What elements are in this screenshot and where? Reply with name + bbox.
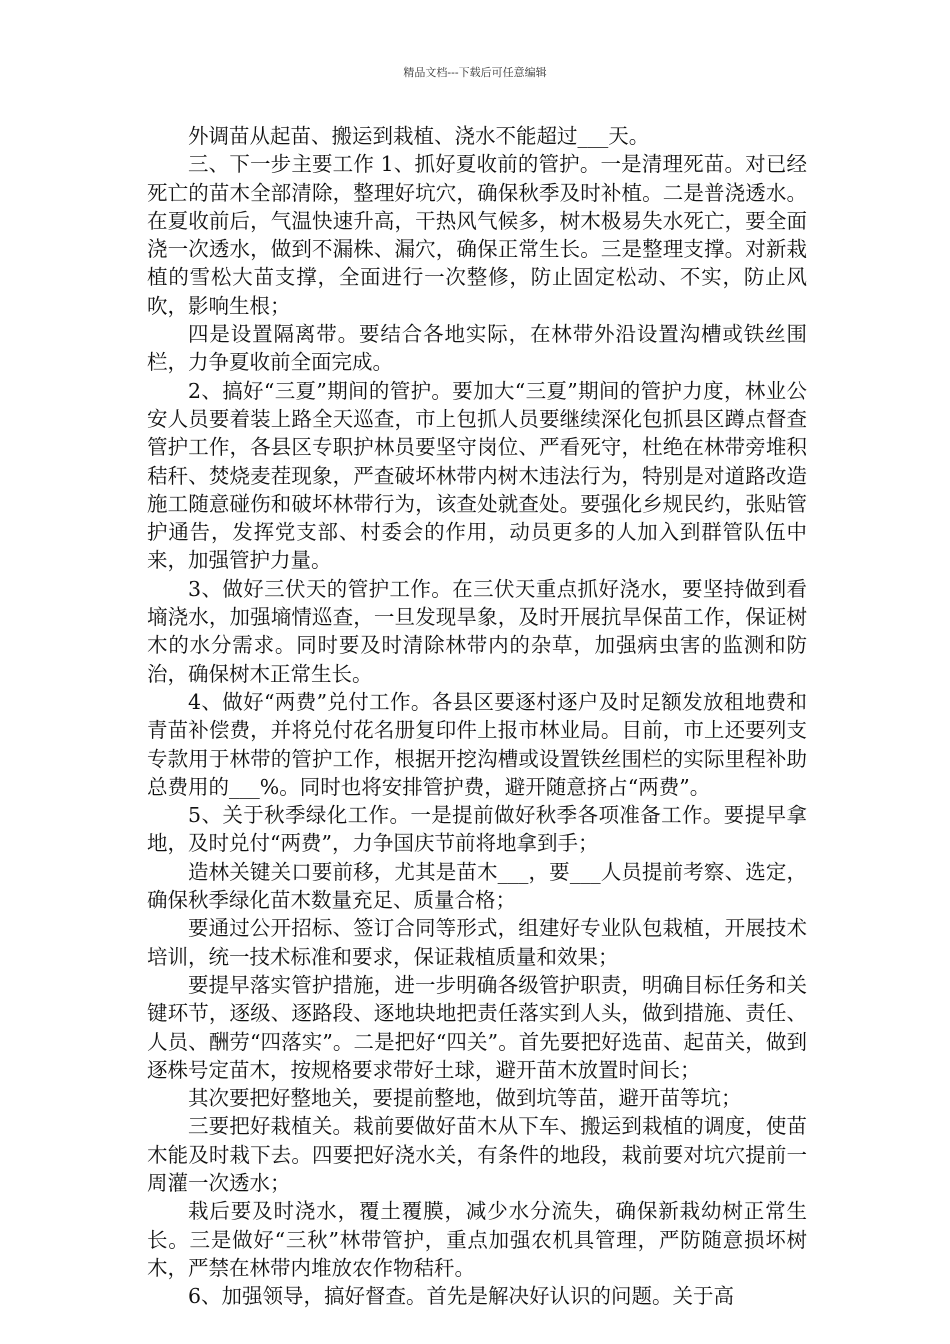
paragraph: 造林关键关口要前移，尤其是苗木___，要___人员提前考察、选定，确保秋季绿化苗木数量充足、质量合格； — [147, 859, 807, 913]
paragraph: 栽后要及时浇水，覆土覆膜，减少水分流失，确保新栽幼树正常生长。三是做好“三秋”林带管护，重点加强农机具管理，严防随意损坏树木，严禁在林带内堆放农作物秸秆。 — [147, 1199, 807, 1280]
paragraph: 4、做好“两费”兑付工作。各县区要逐村逐户及时足额发放租地费和青苗补偿费，并将兑付花名册复印件上报市林业局。目前，市上还要列支专款用于林带的管护工作，根据开挖沟槽或设置铁丝围栏的实际里程补助总费用的___%。同时也将安排管护费，避开随意挤占“两费”。 — [147, 689, 807, 799]
paragraph: 2、搞好“三夏”期间的管护。要加大“三夏”期间的管护力度，林业公安人员要着装上路全天巡查，市上包抓人员要继续深化包抓县区蹲点督查管护工作，各县区专职护林员要坚守岗位、严看死守，杜绝在林带旁堆积秸秆、焚烧麦茬现象，严查破坏林带内树木违法行为，特别是对道路改造施工随意碰伤和破坏林带行为，该查处就查处。要强化乡规民约，张贴管护通告，发挥党支部、村委会的作用，动员更多的人加入到群管队伍中来，加强管护力量。 — [147, 378, 807, 573]
paragraph: 要通过公开招标、签订合同等形式，组建好专业队包栽植，开展技术培训，统一技术标准和要求，保证栽植质量和效果； — [147, 916, 807, 969]
paragraph: 三要把好栽植关。栽前要做好苗木从下车、搬运到栽植的调度，使苗木能及时栽下去。四要把好浇水关，有条件的地段，栽前要对坑穴提前一周灌一次透水； — [147, 1114, 807, 1195]
paragraph: 四是设置隔离带。要结合各地实际，在林带外沿设置沟槽或铁丝围栏，力争夏收前全面完成。 — [147, 322, 807, 375]
paragraph: 5、关于秋季绿化工作。一是提前做好秋季各项准备工作。要提早拿地，及时兑付“两费”，力争国庆节前将地拿到手； — [147, 803, 807, 856]
paragraph: 要提早落实管护措施，进一步明确各级管护职责，明确目标任务和关键环节，逐级、逐路段、逐地块地把责任落实到人头，做到措施、责任、人员、酬劳“四落实”。二是把好“四关”。首先要把好选苗、起苗关，做到逐株号定苗木，按规格要求带好土球，避开苗木放置时间长； — [147, 972, 807, 1082]
document-body — [147, 122, 807, 1310]
paragraph: 三、下一步主要工作 1、抓好夏收前的管护。一是清理死苗。对已经死亡的苗木全部清除，整理好坑穴，确保秋季及时补植。二是普浇透水。在夏收前后，气温快速升高，干热风气候多，树木极易失水死亡，要全面浇一次透水，做到不漏株、漏穴，确保正常生长。三是整理支撑。对新栽植的雪松大苗支撑，全面进行一次整修，防止固定松动、不实，防止风吹，影响生根； — [147, 152, 807, 318]
paragraph: 3、做好三伏天的管护工作。在三伏天重点抓好浇水，要坚持做到看墒浇水，加强墒情巡查，一旦发现旱象，及时开展抗旱保苗工作，保证树木的水分需求。同时要及时清除林带内的杂草，加强病虫害的监测和防治，确保树木正常生长。 — [147, 576, 807, 686]
paragraph: 外调苗从起苗、搬运到栽植、浇水不能超过___天。 — [188, 124, 650, 148]
page-header: 精品文档---下载后可任意编辑 — [403, 66, 547, 79]
paragraph: 其次要把好整地关，要提前整地，做到坑等苗，避开苗等坑； — [188, 1086, 742, 1111]
paragraph: 6、加强领导，搞好督查。首先是解决好认识的问题。关于高 — [188, 1284, 735, 1309]
